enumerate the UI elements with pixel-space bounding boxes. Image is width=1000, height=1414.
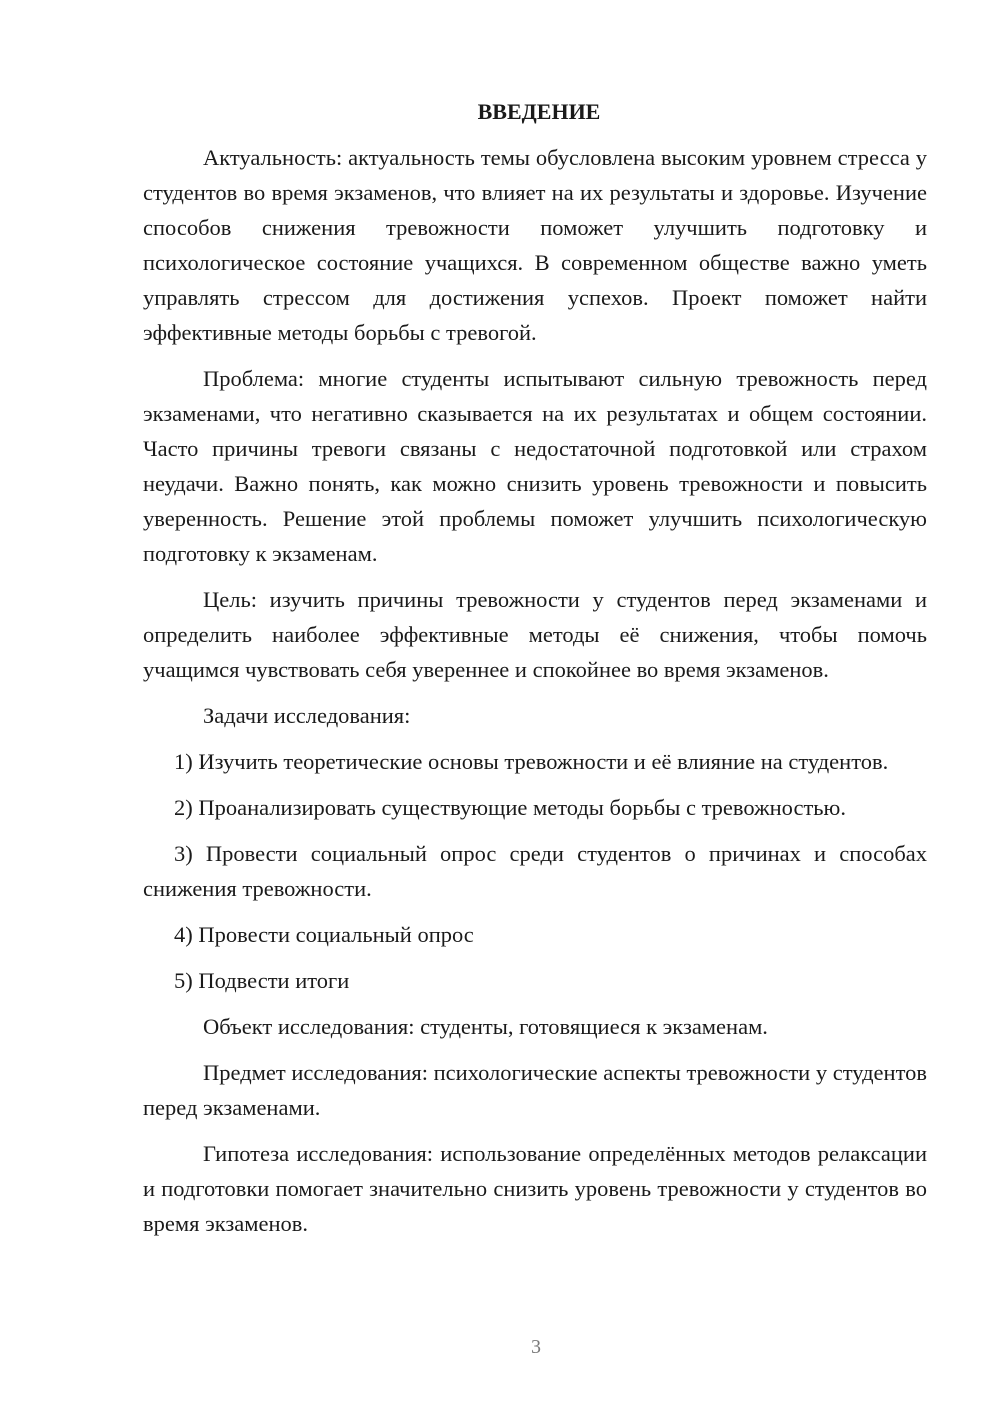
paragraph-goal: Цель: изучить причины тревожности у студентов перед экзаменами и определить наиболее эффективные методы её снижения, чтобы помочь учащимся чувствовать себя увереннее и спокойнее во время экзаменов. [143,587,927,682]
task-item-4: 4) Провести социальный опрос [174,922,474,947]
paragraph-tasks-heading: Задачи исследования: [203,703,411,728]
task-item-5: 5) Подвести итоги [174,968,350,993]
paragraph-research-object: Объект исследования: студенты, готовящиеся к экзаменам. [203,1014,768,1039]
page-title: ВВЕДЕНИЕ [477,99,601,124]
page-number: 3 [531,1336,541,1358]
paragraph-problem: Проблема: многие студенты испытывают сильную тревожность перед экзаменами, что негативно сказывается на их результатах и общем состоянии. Часто причины тревоги связаны с недостаточной подготовкой или страхом неудачи. Важно понять, как можно снизить уровень тревожности и повысить уверенность. Решение этой проблемы поможет улучшить психологическую подготовку к экзаменам. [143,366,927,566]
page-content [143,94,927,1252]
paragraph-relevance: Актуальность: актуальность темы обусловлена высоким уровнем стресса у студентов во время экзаменов, что влияет на их результаты и здоровье. Изучение способов снижения тревожности поможет улучшить подготовку и психологическое состояние учащихся. В современном обществе важно уметь управлять стрессом для достижения успехов. Проект поможет найти эффективные методы борьбы с тревогой. [143,145,927,345]
task-item-2: 2) Проанализировать существующие методы борьбы с тревожностью. [174,795,846,820]
task-item-1: 1) Изучить теоретические основы тревожности и её влияние на студентов. [174,749,889,774]
paragraph-research-subject: Предмет исследования: психологические аспекты тревожности у студентов перед экзаменами. [143,1060,927,1120]
task-item-3: 3) Провести социальный опрос среди студентов о причинах и способах снижения тревожности. [143,841,927,901]
paragraph-hypothesis: Гипотеза исследования: использование определённых методов релаксации и подготовки помогает значительно снизить уровень тревожности у студентов во время экзаменов. [143,1141,927,1236]
